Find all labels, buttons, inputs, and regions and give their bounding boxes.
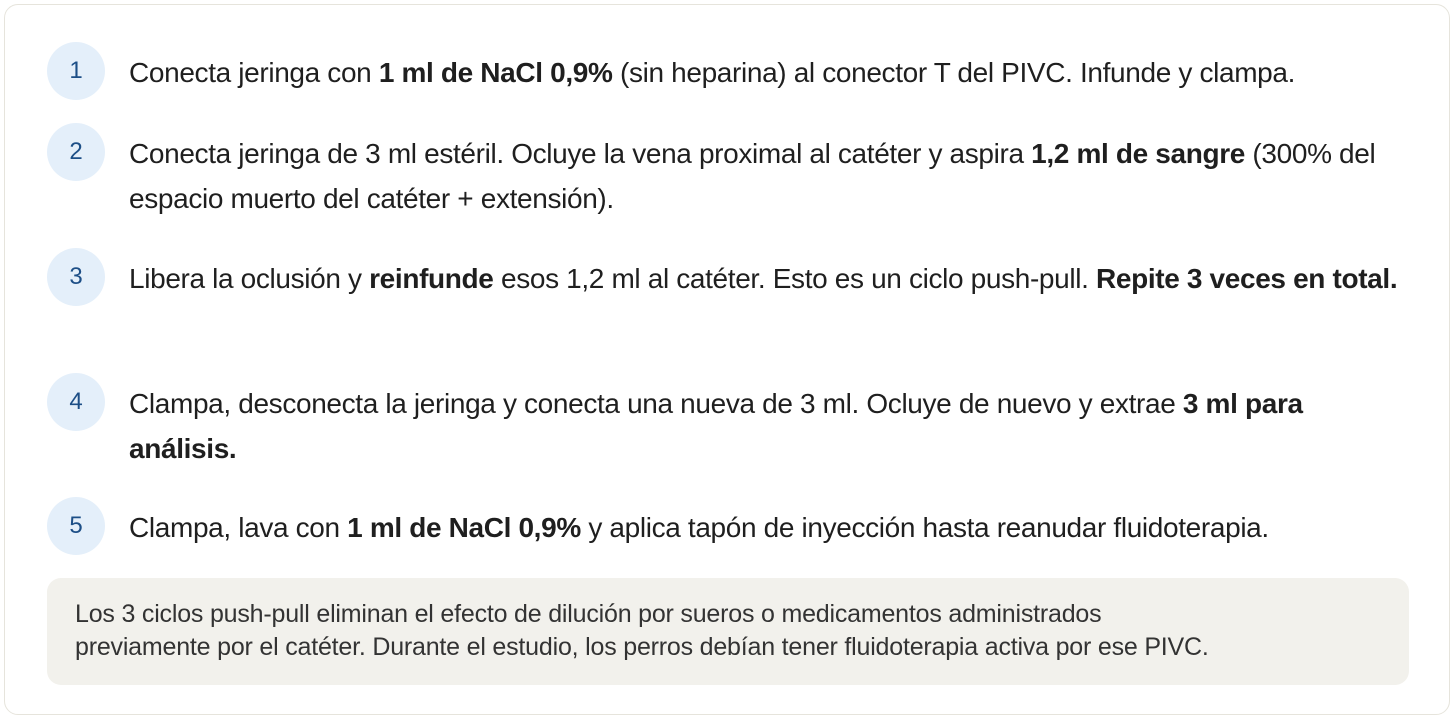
step-text [129, 131, 1404, 221]
step-number-badge: 5 [47, 497, 105, 555]
step-number-badge: 3 [47, 248, 105, 306]
step-text-segment: Libera la oclusión y [129, 263, 370, 294]
step-text-bold: Repite 3 veces en total. [1095, 263, 1398, 294]
step-2 [47, 123, 1407, 213]
info-note [47, 578, 1409, 685]
step-text-segment: y aplica tapón de inyección hasta reanudar fluidoterapia. [580, 512, 1269, 543]
step-text [129, 50, 1404, 95]
step-text-bold: 1,2 ml de sangre [1031, 138, 1245, 169]
step-text-segment: Clampa, lava con [129, 512, 348, 543]
step-text-bold: 1 ml de NaCl 0,9% [347, 512, 581, 543]
step-text-bold: 3 ml para análisis. [129, 388, 1303, 464]
step-number-badge: 2 [47, 123, 105, 181]
instructions-card [4, 4, 1450, 715]
step-3 [47, 248, 1407, 338]
step-5 [47, 497, 1407, 587]
step-text-bold: reinfunde [369, 263, 494, 294]
step-text-segment: Conecta jeringa con [129, 57, 379, 88]
step-1 [47, 42, 1407, 132]
step-number-badge: 1 [47, 42, 105, 100]
step-text [129, 505, 1404, 550]
step-4 [47, 373, 1407, 463]
step-text-bold: 1 ml de NaCl 0,9% [378, 57, 613, 88]
step-text-segment: (sin heparina) al conector T del PIVC. Infunde y clampa. [612, 57, 1296, 88]
step-text [129, 256, 1404, 301]
step-text-segment: Conecta jeringa de 3 ml estéril. Ocluye la vena proximal al catéter y aspira [129, 138, 1032, 169]
note-line-1: Los 3 ciclos push-pull eliminan el efecto de dilución por sueros o medicamentos administrados [75, 600, 1102, 628]
step-text-segment: esos 1,2 ml al catéter. Esto es un ciclo push-pull. [493, 263, 1096, 294]
step-text-segment: (300% del espacio muerto del catéter + extensión). [129, 138, 1376, 214]
note-line-2: previamente por el catéter. Durante el estudio, los perros debían tener fluidoterapia activa por ese PIVC. [75, 633, 1209, 661]
step-number-badge: 4 [47, 373, 105, 431]
step-text-segment: Clampa, desconecta la jeringa y conecta una nueva de 3 ml. Ocluye de nuevo y extrae [129, 388, 1183, 419]
step-text [129, 381, 1404, 471]
